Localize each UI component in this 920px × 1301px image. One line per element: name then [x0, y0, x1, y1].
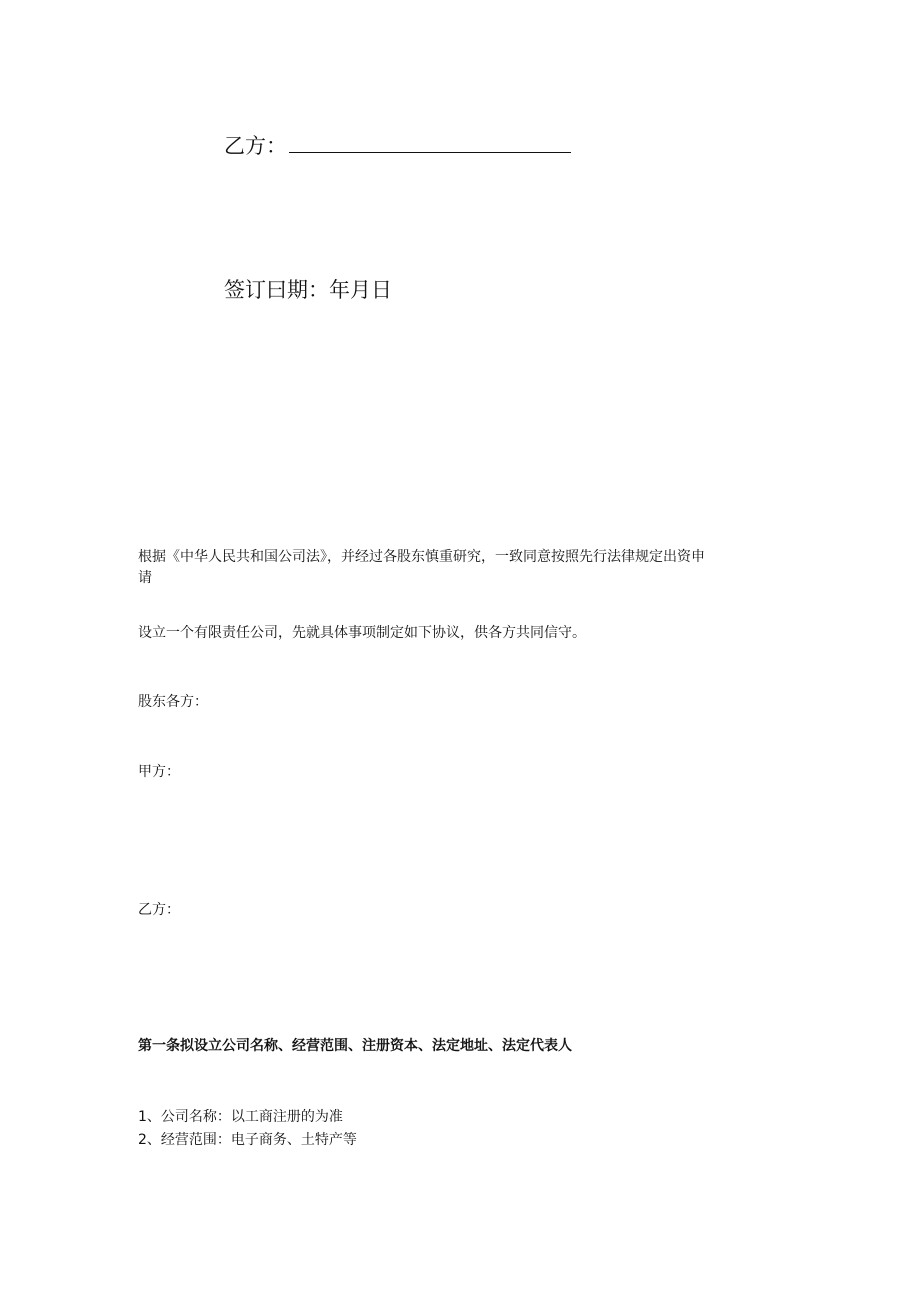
- signature-blank-line: [289, 151, 571, 153]
- cover-party-b-line: [224, 130, 571, 160]
- party-a-label: 甲方：: [138, 764, 180, 780]
- cover-sign-date: 签订曰期：年月日: [224, 278, 392, 302]
- cover-party-b-label: 乙方：: [224, 134, 287, 158]
- article-1-title: 第一条拟设立公司名称、经营范围、注册资本、法定地址、法定代表人: [138, 1038, 572, 1054]
- shareholders-heading: 股东各方：: [138, 694, 208, 710]
- party-b-label: 乙方：: [138, 902, 180, 918]
- preamble-line-1: 根据《中华人民共和国公司法》，并经过各股东慎重研究，一致同意按照先行法律规定出资申: [138, 549, 705, 565]
- preamble-line-2: 请: [138, 570, 152, 586]
- preamble-line-3: 设立一个有限责任公司，先就具体事项制定如下协议，供各方共同信守。: [138, 625, 586, 641]
- list-item: 2、经营范围：电子商务、土特产等: [138, 1132, 357, 1148]
- list-item: 1、公司名称：以工商注册的为准: [138, 1109, 343, 1125]
